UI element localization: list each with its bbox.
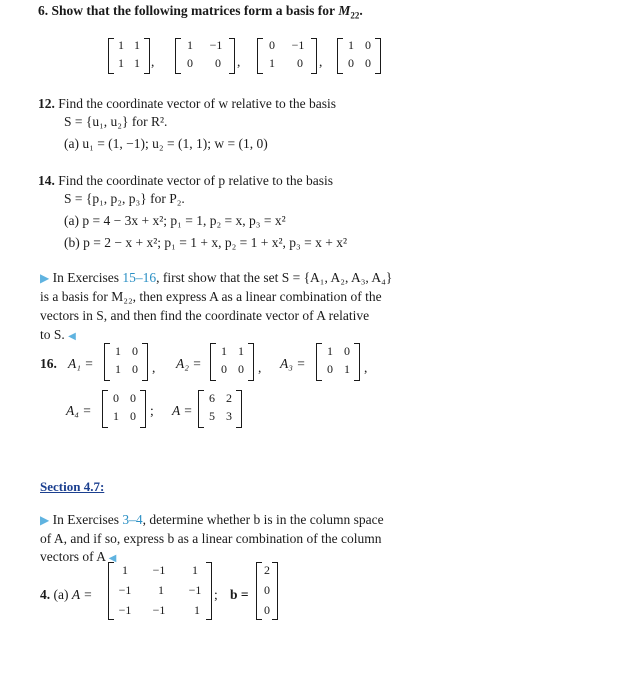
problem-14-part-b [64,235,347,251]
problem-12-text: Find the coordinate vector of w relative to the basis [58,96,337,111]
vector-cell: 0 [264,583,270,597]
matrix-cell: 0 [187,56,193,70]
matrix-cell: 1 [348,38,354,52]
matrix-cell: −1 [152,563,166,577]
exercise-text: of A, and if so, express b as a linear combination of the column [40,531,382,546]
problem-16-matrix-a4 [102,390,146,428]
comma: , [152,360,156,375]
matrix-cell: 0 [130,409,136,423]
problem-12-line-1 [38,96,336,112]
matrix-cell: −1 [118,603,132,617]
problem-6-end: . [359,3,363,18]
problem-12-line-2 [64,114,167,130]
exercises-3-4-line-1 [40,512,384,528]
left-triangle-icon: ◀ [108,553,117,564]
matrix-cell: 0 [269,38,275,52]
problem-6-space-sub: 22 [350,10,360,21]
problem-6-space: M [338,3,351,18]
exercises-15-16-line-4 [40,327,76,343]
matrix-cell: 1 [194,603,200,617]
matrix-cell: 1 [187,38,193,52]
matrix-cell: 0 [130,391,136,405]
problem-14-line-1 [38,173,333,189]
matrix-cell: 1 [344,362,350,376]
comma: , [319,54,323,69]
matrix-cell: 0 [344,344,350,358]
problem-4-label [40,587,92,603]
problem-6-text: Show that the following matrices form a basis for [51,3,335,18]
problem-4-matrix-a [108,562,212,620]
comma: , [364,360,368,375]
matrix-cell: 0 [113,391,119,405]
matrix-cell: 0 [327,362,333,376]
problem-14-basis: S = {p₁, p₂, p₃} for P₂. [64,191,185,206]
matrix-cell: 1 [118,38,124,52]
matrix-cell: 0 [348,56,354,70]
comma: , [258,360,262,375]
matrix-cell: 0 [215,56,221,70]
matrix-cell: 1 [115,362,121,376]
problem-16-matrix-a3 [316,343,360,381]
problem-16-number: 16. [40,356,57,371]
problem-16-matrix-a2 [210,343,254,381]
exercise-reference-link[interactable]: 3–4 [122,512,143,527]
matrix-cell: 0 [238,362,244,376]
matrix-cell: −1 [118,583,132,597]
problem-4-vector-b [256,562,278,620]
matrix-a2-label: A₂ = [176,356,202,371]
exercises-15-16-line-3 [40,308,369,324]
part-label: (a) [53,587,69,602]
vector-b-label: b = [230,587,249,602]
left-triangle-icon: ◀ [68,331,76,342]
exercise-reference-link[interactable]: 15–16 [122,270,157,285]
problem-6-matrix-1 [108,38,150,74]
problem-6-number: 6. [38,3,49,18]
matrix-cell: 0 [297,56,303,70]
matrix-cell: 1 [238,344,244,358]
matrix-cell: −1 [291,38,305,52]
matrix-cell: −1 [152,603,166,617]
part-label: (a) [64,136,79,151]
matrix-cell: 1 [158,583,164,597]
matrix-cell: 1 [221,344,227,358]
matrix-cell: 0 [132,344,138,358]
matrix-cell: 6 [209,391,215,405]
problem-16-matrix-a [198,390,242,428]
problem-6-matrix-4 [337,38,381,74]
problem-14-line-2 [64,191,185,207]
problem-12-number: 12. [38,96,55,111]
problem-14-part-a [64,213,286,229]
matrix-a4-label: A₄ = [66,403,92,418]
section-4-7-link[interactable]: Section 4.7: [40,479,105,494]
problem-16-matrix-a1 [104,343,148,381]
matrix-cell: 1 [327,344,333,358]
matrix-cell: 1 [118,56,124,70]
problem-14-part-a-text: p = 4 − 3x + x²; p₁ = 1, p₂ = x, p₃ = x² [82,213,286,228]
exercise-text: , first show that the set S = {A₁, A₂, A₃, A₄} [156,270,393,285]
exercise-text: In Exercises [52,270,123,285]
exercises-3-4-line-3 [40,549,116,565]
exercise-text: to S. [40,327,65,342]
vector-cell: 2 [264,563,270,577]
exercises-15-16-line-1 [40,270,392,286]
matrix-cell: 1 [134,56,140,70]
part-label: (a) [64,213,79,228]
problem-14-text: Find the coordinate vector of p relative to the basis [58,173,334,188]
matrix-cell: 1 [192,563,198,577]
matrix-cell: 1 [269,56,275,70]
right-triangle-icon: ▶ [40,513,50,527]
vector-cell: 0 [264,603,270,617]
exercises-3-4-line-2 [40,531,382,547]
exercises-15-16-line-2 [40,289,382,305]
part-label: (b) [64,235,80,250]
matrix-cell: 1 [122,563,128,577]
matrix-cell: 0 [221,362,227,376]
matrix-cell: −1 [209,38,223,52]
problem-6-matrix-2 [175,38,235,74]
matrix-cell: 3 [226,409,232,423]
problem-6-heading [38,3,363,21]
matrix-cell: −1 [188,583,202,597]
problem-14-part-b-text: p = 2 − x + x²; p₁ = 1 + x, p₂ = 1 + x², p₃ = x + x² [83,235,348,250]
problem-12-part-a-text: u₁ = (1, −1); u₂ = (1, 1); w = (1, 0) [82,136,268,151]
matrix-cell: 1 [134,38,140,52]
problem-12-basis: S = {u₁, u₂} for R². [64,114,168,129]
section-heading [40,479,104,495]
exercise-text: , determine whether b is in the column space [142,512,384,527]
exercise-text: vectors of A [40,549,106,564]
semicolon: ; [214,587,218,602]
comma: , [151,54,155,69]
matrix-a-label: A = [172,403,193,418]
problem-14-number: 14. [38,173,55,188]
exercise-text: In Exercises [52,512,123,527]
problem-12-part-a [64,136,268,152]
comma: , [237,54,241,69]
exercise-text: is a basis for M₂₂, then express A as a linear combination of the [40,289,382,304]
matrix-cell: 5 [209,409,215,423]
semicolon: ; [150,403,154,418]
matrix-cell: 0 [365,38,371,52]
matrix-cell: 2 [226,391,232,405]
problem-6-matrix-3 [257,38,317,74]
matrix-cell: 0 [132,362,138,376]
matrix-a1-label: A₁ = [68,356,94,371]
matrix-a3-label: A₃ = [280,356,306,371]
matrix-cell: 1 [115,344,121,358]
right-triangle-icon: ▶ [40,271,50,285]
matrix-cell: 1 [113,409,119,423]
problem-4-number: 4. [40,587,51,602]
matrix-cell: 0 [365,56,371,70]
exercise-text: vectors in S, and then find the coordinate vector of A relative [40,308,370,323]
matrix-a-label: A = [71,587,93,602]
